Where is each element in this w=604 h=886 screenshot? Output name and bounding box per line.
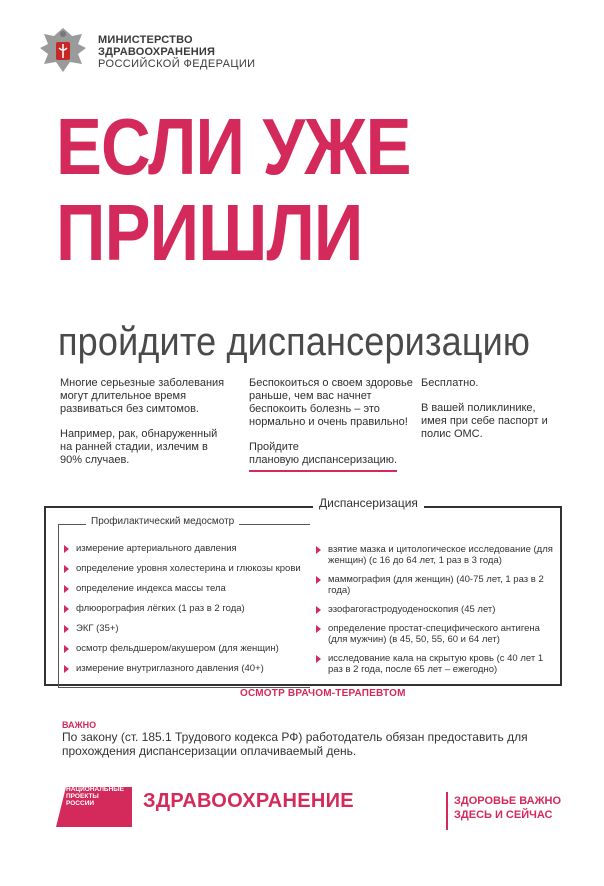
- ministry-line-1: МИНИСТЕРСТВО: [98, 34, 193, 46]
- list-item: измерение артериального давления: [62, 543, 307, 554]
- list-item: ЭКГ (35+): [62, 623, 307, 634]
- intro-column-1: [60, 377, 230, 479]
- intro-text: Многие серьезные заболевания могут длительное время развиваться без симтомов.: [60, 377, 225, 415]
- slogan-line-1: ЗДОРОВЬЕ ВАЖНО: [454, 795, 562, 807]
- intro-column-3: [421, 377, 561, 453]
- headline-line-1: ЕСЛИ УЖЕ: [56, 102, 411, 191]
- list-item: определение индекса массы тела: [62, 583, 307, 594]
- list-item: эзофагогастродуоденоскопия (45 лет): [314, 604, 559, 615]
- intro-text: В вашей поликлинике, имея при себе паспорт и полис ОМС.: [421, 402, 548, 440]
- headline-line-2: ПРИШЛИ: [56, 188, 363, 277]
- divider: [446, 792, 448, 830]
- important-text: По закону (ст. 185.1 Трудового кодекса РФ) работодатель обязан предоставить для прохождения диспансеризации оплачиваемый день.: [62, 730, 528, 758]
- ministry-line-2: ЗДРАВООХРАНЕНИЯ: [98, 46, 216, 58]
- intro-text: Беспокоиться о своем здоровье раньше, чем вас начнет беспокоить болезнь – это нормально и очень правильно!: [249, 377, 413, 428]
- headline: [56, 104, 411, 276]
- slogan-line-2: ЗДЕСЬ И СЕЙЧАС: [454, 809, 553, 821]
- np-line-1: НАЦИОНАЛЬНЫЕ: [66, 786, 124, 793]
- np-line-2: ПРОЕКТЫ: [66, 793, 99, 800]
- ministry-name: [98, 34, 255, 70]
- list-item: флюорография лёгких (1 раз в 2 года): [62, 603, 307, 614]
- intro-link-prefix: Пройдите: [249, 441, 299, 453]
- list-item: взятие мазка и цитологическое исследование (для женщин) (с 16 до 64 лет, 1 раз в 3 года): [314, 544, 559, 566]
- screening-link: плановую диспансеризацию.: [249, 454, 397, 472]
- checkup-list: [62, 543, 307, 683]
- box-title: Диспансеризация: [313, 496, 424, 510]
- intro-text: Бесплатно.: [421, 377, 479, 389]
- national-projects-text: [66, 786, 124, 807]
- list-item: определение уровня холестерина и глюкозы крови: [62, 563, 307, 574]
- checkup-title: Профилактический медосмотр: [86, 516, 239, 527]
- list-item: определение простат-специфического антигена (для мужчин) (в 45, 50, 55, 60 и 64 лет): [314, 623, 559, 645]
- np-line-3: РОССИИ: [66, 800, 95, 807]
- list-item: маммография (для женщин) (40-75 лет, 1 раз в 2 года): [314, 574, 559, 596]
- list-item: осмотр фельдшером/акушером (для женщин): [62, 643, 307, 654]
- screening-list: [314, 544, 559, 683]
- important-label: ВАЖНО: [62, 720, 97, 730]
- list-item: исследование кала на скрытую кровь (с 40 лет 1 раз в 2 года, после 65 лет – ежегодно): [314, 653, 559, 675]
- intro-text: Например, рак, обнаруженный на ранней стадии, излечим в 90% случаев.: [60, 428, 218, 466]
- list-item: измерение внутриглазного давления (40+): [62, 663, 307, 674]
- subheadline: пройдите диспансеризацию: [58, 320, 531, 364]
- ministry-line-3: РОССИЙСКОЙ ФЕДЕРАЦИИ: [98, 58, 256, 70]
- intro-column-2: [249, 377, 414, 472]
- project-name: ЗДРАВООХРАНЕНИЕ: [143, 790, 354, 812]
- slogan: [454, 794, 561, 822]
- ministry-emblem-icon: [34, 24, 92, 76]
- therapist-exam-label: ОСМОТР ВРАЧОМ-ТЕРАПЕВТОМ: [234, 688, 412, 699]
